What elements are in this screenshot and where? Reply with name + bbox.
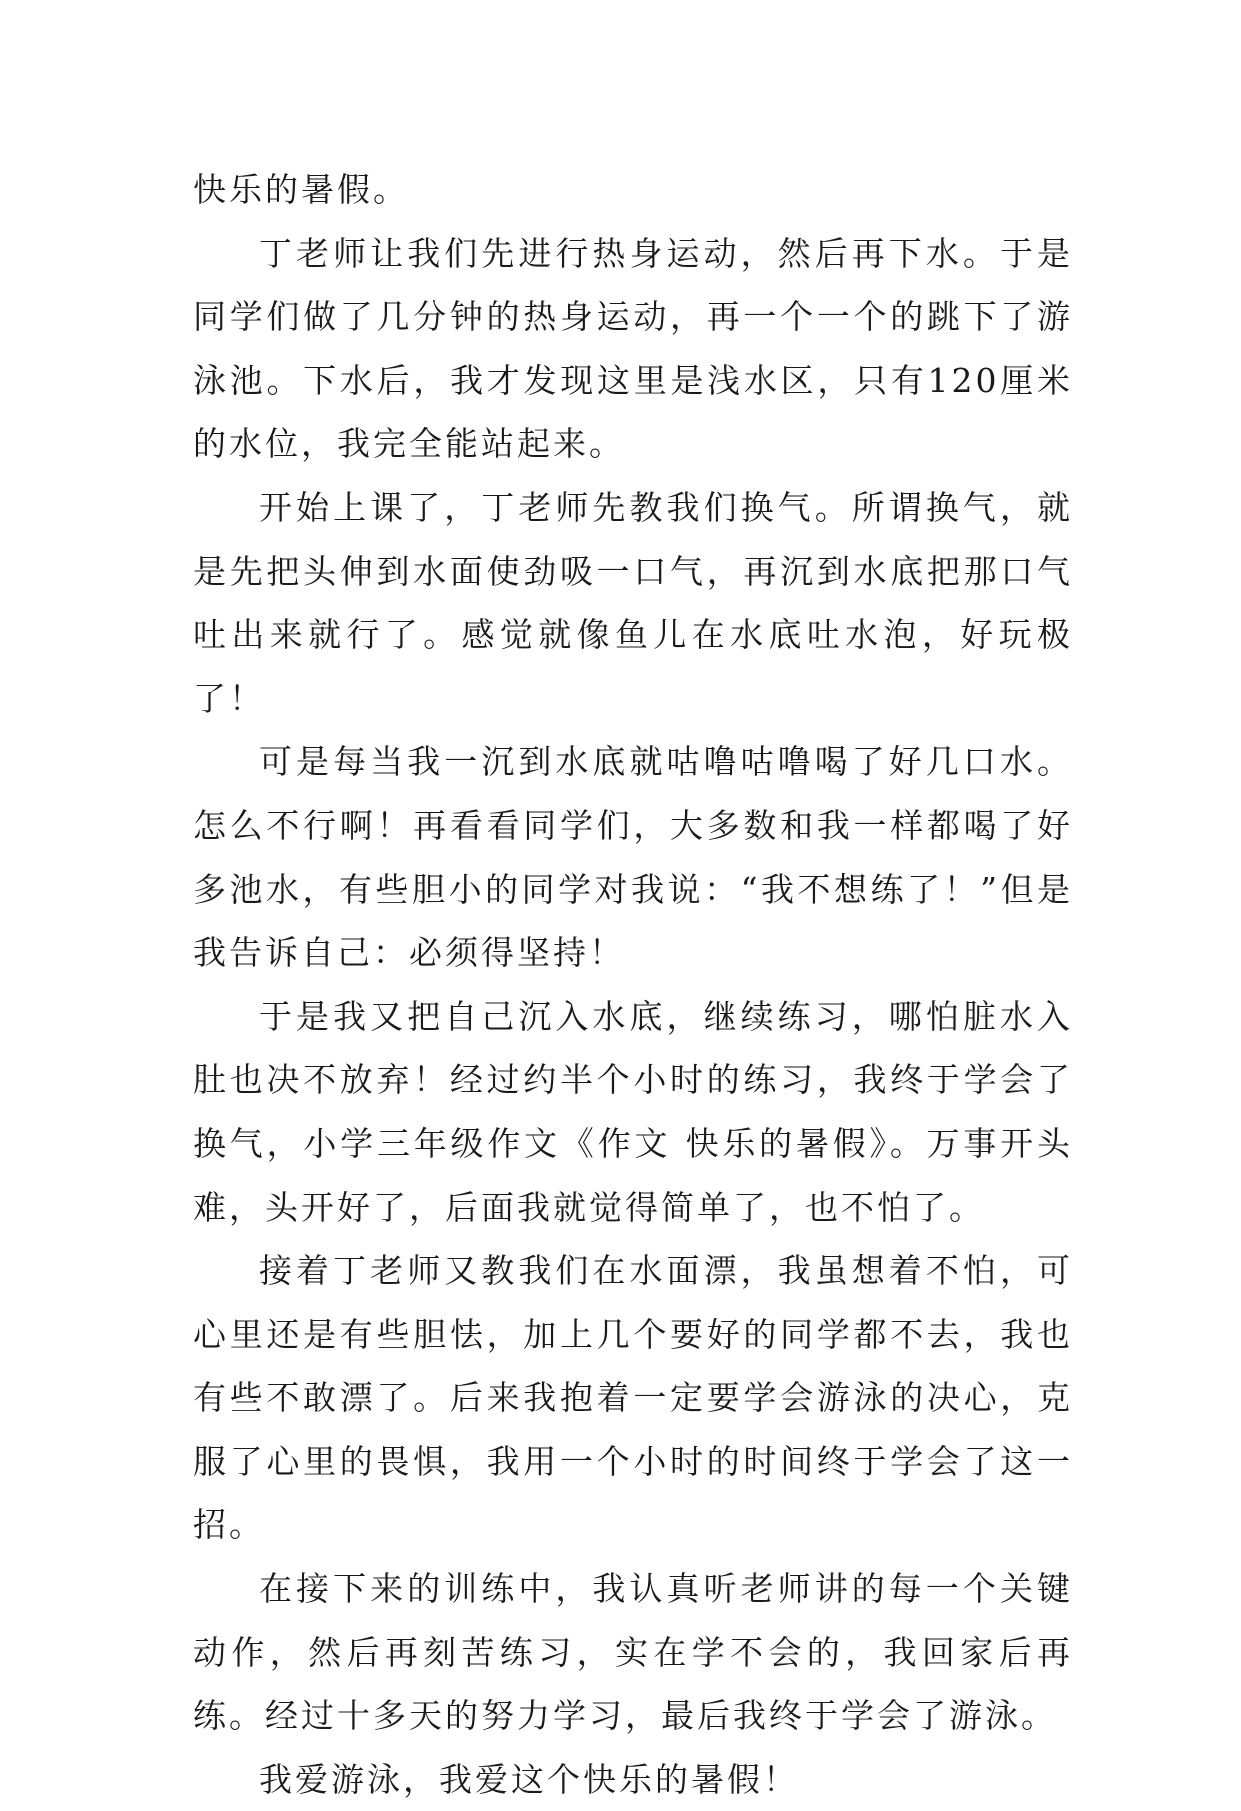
paragraph-1: 快乐的暑假。 [193, 170, 409, 209]
paragraph-4: 可是每当我一沉到水底就咕噜咕噜喝了好几口水。怎么不行啊！再看看同学们，大多数和我一样都喝了好多池水，有些胆小的同学对我说：“我不想练了！”但是我告诉自己：必须得坚持！ [193, 742, 1073, 973]
paragraph-3: 开始上课了，丁老师先教我们换气。所谓换气，就是先把头伸到水面使劲吸一口气，再沉到水底把那口气吐出来就行了。感觉就像鱼儿在水底吐水泡，好玩极了！ [193, 487, 1073, 718]
document-body [193, 158, 1073, 1811]
paragraph-8: 我爱游泳，我爱这个快乐的暑假！ [259, 1759, 799, 1799]
paragraph-5: 于是我又把自己沉入水底，继续练习，哪怕脏水入肚也决不放弃！经过约半个小时的练习，我终于学会了换气，小学三年级作文《作文 快乐的暑假》。万事开头难，头开好了，后面我就觉得简单了，也不怕了。 [193, 996, 1073, 1227]
paragraph-6: 接着丁老师又教我们在水面漂，我虽想着不怕，可心里还是有些胆怯，加上几个要好的同学都不去，我也有些不敢漂了。后来我抱着一定要学会游泳的决心，克服了心里的畏惧，我用一个小时的时间终于学会了这一招。 [193, 1251, 1073, 1545]
paragraph-7: 在接下来的训练中，我认真听老师讲的每一个关键动作，然后再刻苦练习，实在学不会的，我回家后再练。经过十多天的努力学习，最后我终于学会了游泳。 [193, 1569, 1073, 1736]
paragraph-2: 丁老师让我们先进行热身运动，然后再下水。于是同学们做了几分钟的热身运动，再一个一个的跳下了游泳池。下水后，我才发现这里是浅水区，只有120厘米的水位，我完全能站起来。 [193, 233, 1073, 464]
